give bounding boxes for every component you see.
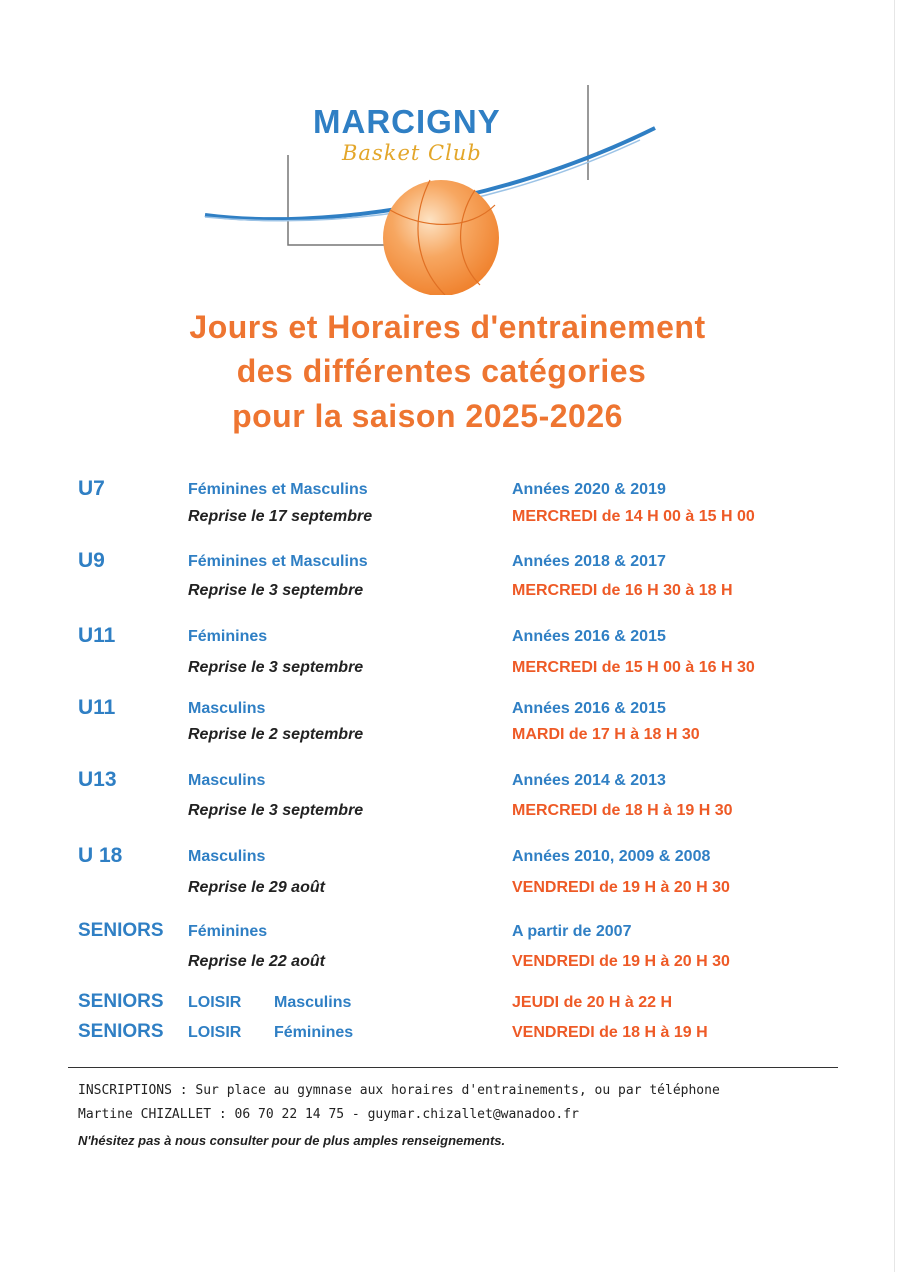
gender-label: Féminines xyxy=(188,628,268,645)
footer-note: N'hésitez pas à nous consulter pour de plus amples renseignements. xyxy=(78,1133,506,1148)
reprise-date: Reprise le 3 septembre xyxy=(188,582,364,599)
birth-years: Années 2020 & 2019 xyxy=(512,481,666,498)
training-slot: MARDI de 17 H à 18 H 30 xyxy=(512,726,700,743)
contact-text: Martine CHIZALLET : 06 70 22 14 75 - guymar.chizallet@wanadoo.fr xyxy=(78,1107,579,1122)
birth-years: Années 2014 & 2013 xyxy=(512,772,666,789)
logo-subtitle: Basket Club xyxy=(342,141,482,165)
category-label: SENIORS xyxy=(78,1021,164,1042)
loisir-label: LOISIR xyxy=(188,994,242,1011)
category-label: U 18 xyxy=(78,844,123,867)
birth-years: Années 2018 & 2017 xyxy=(512,553,666,570)
training-slot: JEUDI de 20 H à 22 H xyxy=(512,994,673,1011)
inscriptions-text: INSCRIPTIONS : Sur place au gymnase aux horaires d'entrainements, ou par téléphone xyxy=(78,1083,720,1098)
birth-years: A partir de 2007 xyxy=(512,923,632,940)
headline-line-1: Jours et Horaires d'entrainement xyxy=(189,309,706,345)
category-label: U7 xyxy=(78,477,105,500)
gender-label: Féminines et Masculins xyxy=(188,553,368,570)
reprise-date: Reprise le 3 septembre xyxy=(188,802,364,819)
category-label: SENIORS xyxy=(78,991,164,1012)
headline-line-3: pour la saison 2025-2026 xyxy=(232,398,623,434)
logo-title: MARCIGNY xyxy=(313,103,501,140)
gender-label: Masculins xyxy=(188,700,266,717)
reprise-date: Reprise le 2 septembre xyxy=(188,726,364,743)
reprise-date: Reprise le 3 septembre xyxy=(188,659,364,676)
birth-years: Années 2016 & 2015 xyxy=(512,700,666,717)
page-edge-line xyxy=(894,0,895,1272)
gender-label: Masculins xyxy=(274,994,352,1011)
training-slot: MERCREDI de 18 H à 19 H 30 xyxy=(512,802,733,819)
footer-divider xyxy=(68,1067,838,1068)
category-label: SENIORS xyxy=(78,920,164,941)
reprise-date: Reprise le 17 septembre xyxy=(188,508,373,525)
category-label: U9 xyxy=(78,549,105,572)
birth-years: Années 2010, 2009 & 2008 xyxy=(512,848,711,865)
category-label: U13 xyxy=(78,768,117,791)
training-slot: VENDREDI de 19 H à 20 H 30 xyxy=(512,879,730,896)
reprise-date: Reprise le 29 août xyxy=(188,879,325,896)
training-slot: MERCREDI de 14 H 00 à 15 H 00 xyxy=(512,508,755,525)
loisir-label: LOISIR xyxy=(188,1024,242,1041)
gender-label: Masculins xyxy=(188,772,266,789)
headline-line-2: des différentes catégories xyxy=(236,353,647,389)
training-slot: VENDREDI de 19 H à 20 H 30 xyxy=(512,953,730,970)
gender-label: Masculins xyxy=(188,848,266,865)
training-slot: MERCREDI de 15 H 00 à 16 H 30 xyxy=(512,659,755,676)
training-slot: VENDREDI de 18 H à 19 H xyxy=(512,1024,708,1041)
gender-label: Féminines xyxy=(188,923,268,940)
gender-label: Féminines et Masculins xyxy=(188,481,368,498)
training-slot: MERCREDI de 16 H 30 à 18 H xyxy=(512,582,733,599)
reprise-date: Reprise le 22 août xyxy=(188,953,325,970)
category-label: U11 xyxy=(78,696,116,719)
birth-years: Années 2016 & 2015 xyxy=(512,628,666,645)
gender-label: Féminines xyxy=(274,1024,354,1041)
category-label: U11 xyxy=(78,624,116,647)
